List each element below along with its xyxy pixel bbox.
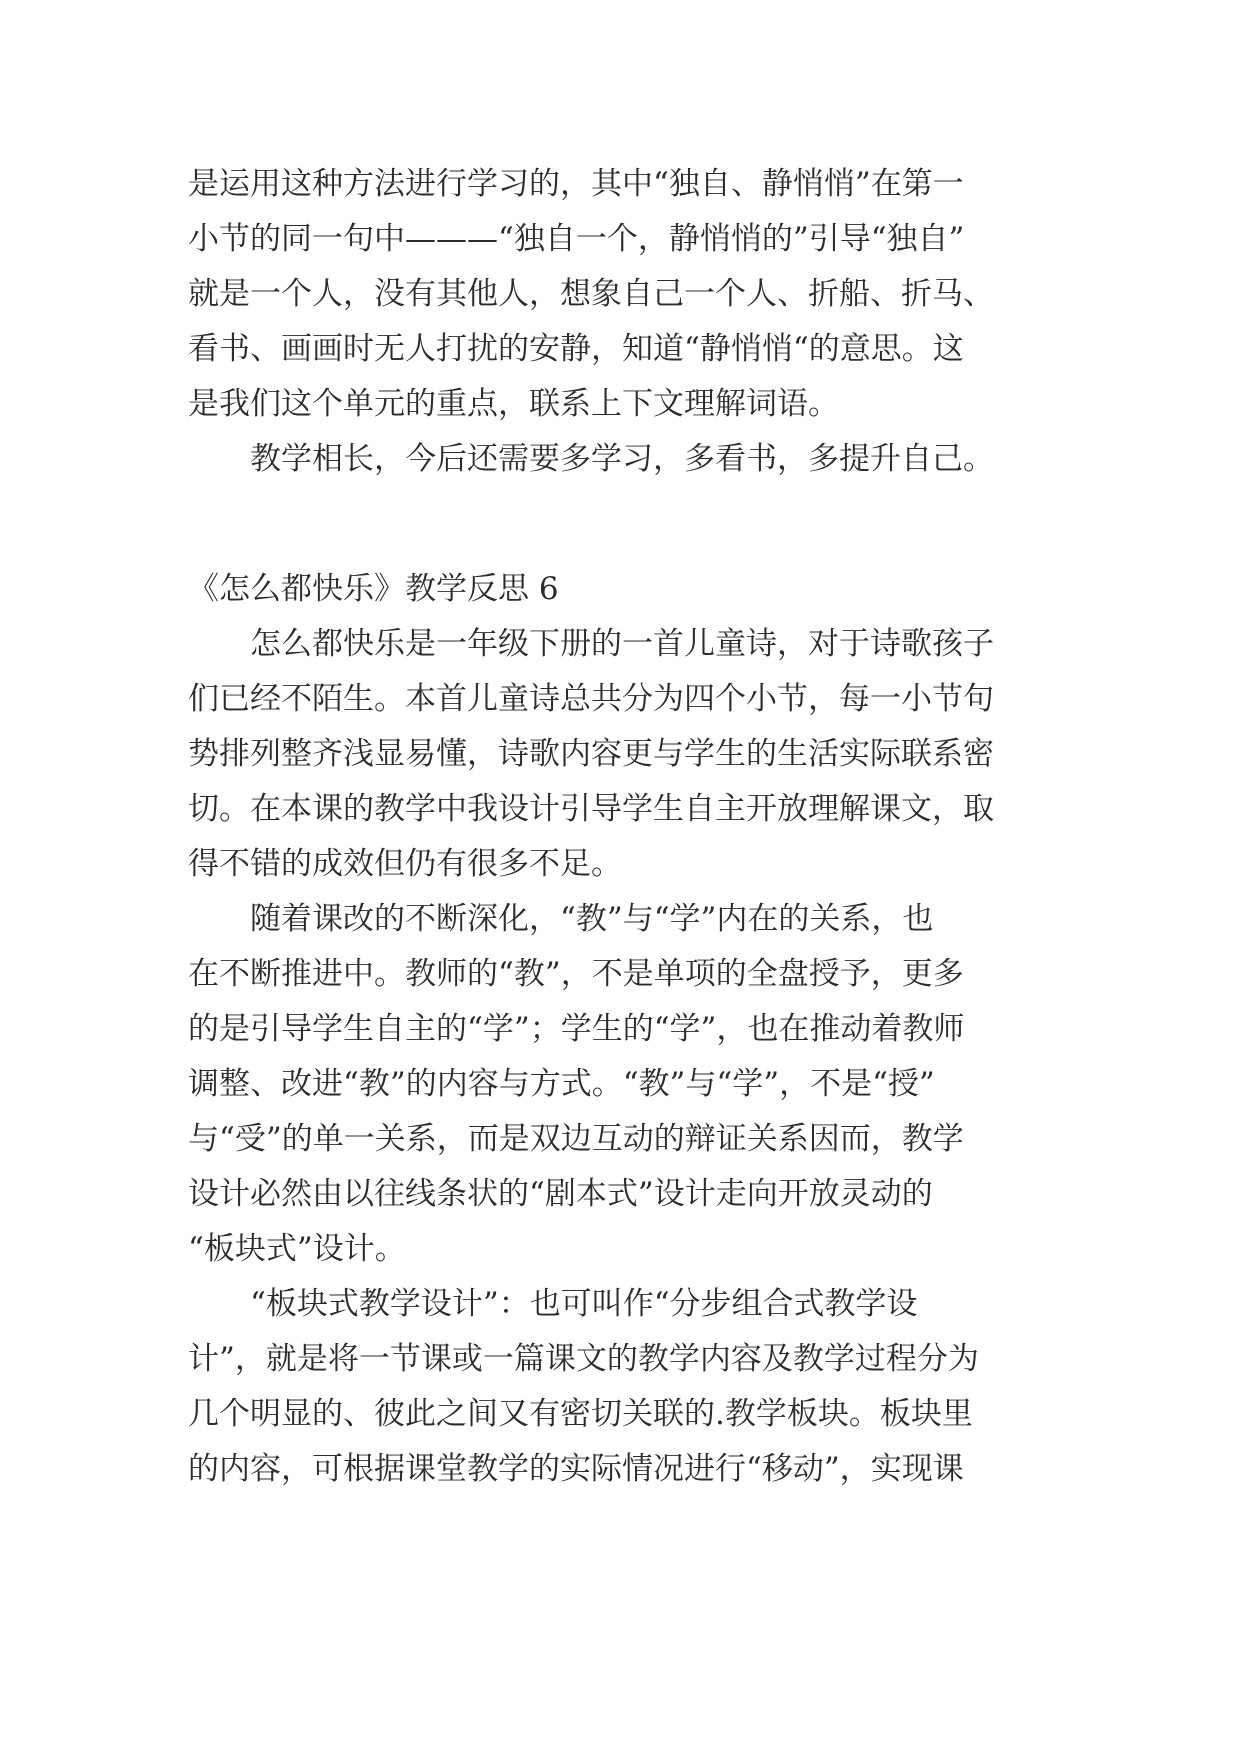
- paragraph-line: 小节的同一句中———“独自一个，静悄悄的”引导“独自”: [188, 221, 965, 257]
- paragraph-line: 计”，就是将一节课或一篇课文的教学内容及教学过程分为: [188, 1341, 979, 1377]
- paragraph-line: 是我们这个单元的重点，联系上下文理解词语。: [188, 386, 839, 422]
- paragraph-line: 几个明显的、彼此之间又有密切关联的.教学板块。板块里: [188, 1396, 973, 1432]
- paragraph-line: 教学相长，今后还需要多学习，多看书，多提升自己。: [250, 441, 994, 477]
- paragraph-line: 设计必然由以往线条状的“剧本式”设计走向开放灵动的: [188, 1176, 933, 1212]
- paragraph-line: 与“受”的单一关系，而是双边互动的辩证关系因而，教学: [188, 1121, 964, 1157]
- paragraph-line: “板块式教学设计”：也可叫作“分步组合式教学设: [250, 1286, 918, 1322]
- paragraph-line: 的是引导学生自主的“学”；学生的“学”，也在推动着教师: [188, 1011, 965, 1047]
- paragraph-line: 怎么都快乐是一年级下册的一首儿童诗，对于诗歌孩子: [250, 626, 994, 662]
- paragraph-line: 看书、画画时无人打扰的安静，知道“静悄悄“的意思。这: [188, 331, 964, 367]
- section-title: 《怎么都快乐》教学反思 6: [188, 571, 559, 607]
- paragraph-line: 势排列整齐浅显易懂，诗歌内容更与学生的生活实际联系密: [188, 736, 994, 772]
- paragraph-line: 切。在本课的教学中我设计引导学生自主开放理解课文，取: [188, 791, 994, 827]
- paragraph-line: “板块式”设计。: [188, 1231, 406, 1267]
- paragraph-line: 是运用这种方法进行学习的，其中“独自、静悄悄”在第一: [188, 166, 964, 202]
- paragraph-line: 调整、改进“教”的内容与方式。“教”与“学”，不是“授”: [188, 1066, 935, 1102]
- paragraph-line: 在不断推进中。教师的“教”，不是单项的全盘授予，更多: [188, 956, 964, 992]
- paragraph-line: 就是一个人，没有其他人，想象自己一个人、折船、折马、: [188, 276, 994, 312]
- paragraph-line: 的内容，可根据课堂教学的实际情况进行“移动”，实现课: [188, 1451, 964, 1487]
- paragraph-line: 得不错的成效但仍有很多不足。: [188, 846, 622, 882]
- paragraph-line: 随着课改的不断深化，“教”与“学”内在的关系，也: [250, 901, 934, 937]
- text-section-bottom: [188, 562, 1088, 1497]
- paragraph-line: 们已经不陌生。本首儿童诗总共分为四个小节，每一小节句: [188, 681, 994, 717]
- text-section-top: [188, 157, 1088, 487]
